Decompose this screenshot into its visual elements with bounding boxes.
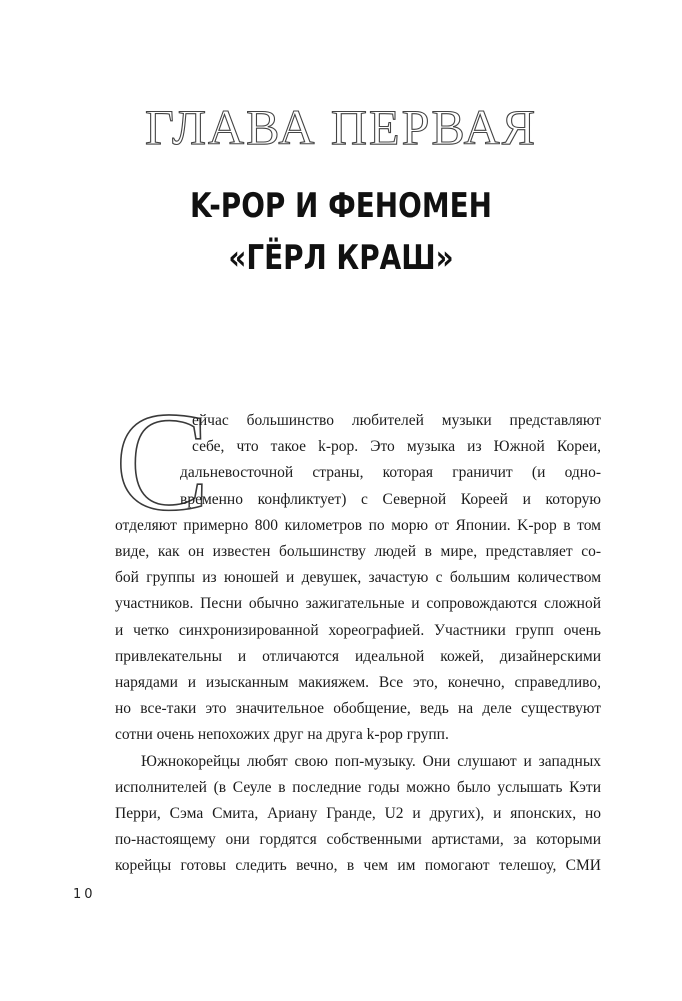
text-line: бой группы из юношей и девушек, зачастую с большим количеством [115, 569, 601, 587]
text-line: и четко синхронизированной хореографией. Участники групп очень [115, 621, 601, 639]
text-line: исполнителей (в Сеуле в последние годы можно было услышать Кэти [115, 778, 601, 796]
text-line: привлекательны и отличаются идеальной кожей, дизайнерскими [115, 647, 601, 665]
drop-cap: С [115, 382, 210, 540]
text-line: нарядами и изысканным макияжем. Все это, конечно, справедливо, [115, 674, 601, 692]
text-line: Южнокорейцы любят свою поп-музыку. Они слушают и западных [141, 752, 601, 770]
text-line: участников. Песни обычно зажигательные и сопровождаются сложной [115, 595, 601, 613]
text-line: но все-таки это значительное обобщение, ведь на деле существуют [115, 700, 601, 718]
text-line: дальневосточной страны, которая граничит (и одно- [180, 464, 601, 482]
body-text [115, 408, 601, 880]
chapter-title-line-1: K-POP И ФЕНОМЕН [190, 186, 492, 226]
page-number: 10 [73, 887, 96, 902]
chapter-label: ГЛАВА ПЕРВАЯ [144, 99, 538, 155]
text-line: себе, что такое k-pop. Это музыка из Южной Кореи, [192, 438, 601, 456]
text-line: ейчас большинство любителей музыки представляют [192, 412, 601, 429]
text-line: виде, как он известен большинству людей в мире, представляет со- [115, 543, 601, 561]
text-line: временно конфликтует) с Северной Кореей и которую [180, 490, 601, 508]
chapter-title [61, 180, 620, 284]
chapter-title-line-2: «ГЁРЛ КРАШ» [228, 238, 454, 278]
text-line: по-настоящему они гордятся собственными артистами, за которыми [115, 831, 601, 849]
text-line: корейцы готовы следить вечно, в чем им помогают телешоу, СМИ [115, 857, 601, 875]
text-line: сотни очень непохожих друг на друга k-pop групп. [115, 726, 449, 744]
text-line: отделяют примерно 800 километров по морю от Японии. K-pop в том [115, 516, 601, 534]
text-line: Перри, Сэма Смита, Ариану Гранде, U2 и других), и японских, но [115, 805, 601, 823]
